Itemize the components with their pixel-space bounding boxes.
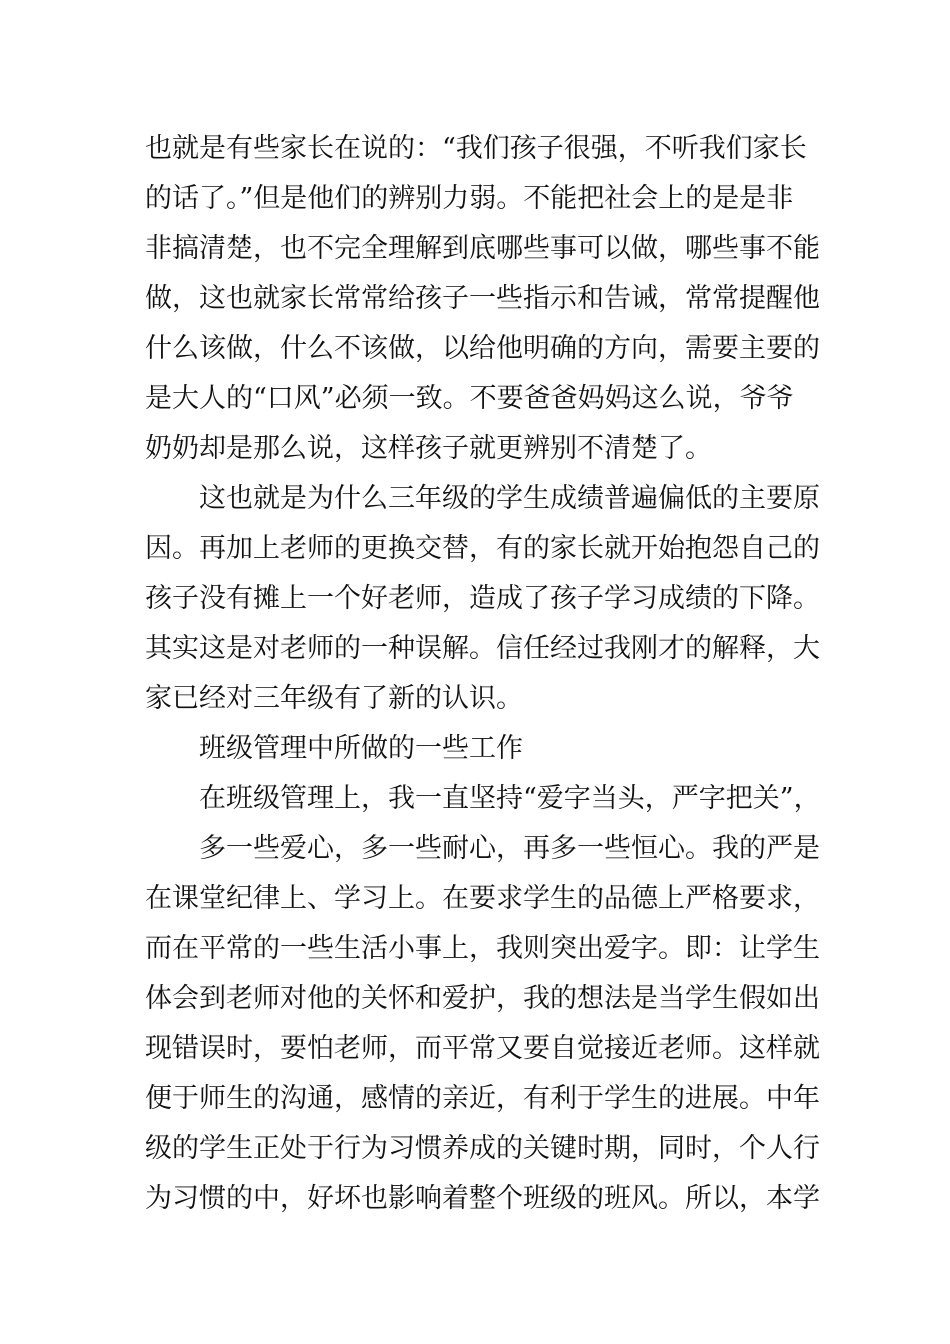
text-line: 在课堂纪律上、学习上。在要求学生的品德上严格要求，: [145, 883, 820, 914]
text-line: 家已经对三年级有了新的认识。: [145, 683, 523, 714]
text-line: 其实这是对老师的一种误解。信任经过我刚才的解释，大: [145, 633, 820, 664]
text-line: 因。再加上老师的更换交替，有的家长就开始抱怨自己的: [145, 533, 820, 564]
text-line: 便于师生的沟通，感情的亲近，有利于学生的进展。中年: [145, 1083, 820, 1114]
text-line: 什么该做，什么不该做，以给他明确的方向，需要主要的: [145, 333, 820, 364]
text-line: 孩子没有摊上一个好老师，造成了孩子学习成绩的下降。: [145, 583, 820, 614]
text-line: 级的学生正处于行为习惯养成的关键时期，同时，个人行: [145, 1133, 820, 1164]
text-line: 而在平常的一些生活小事上，我则突出爱字。即：让学生: [145, 933, 820, 964]
text-line: 奶奶却是那么说，这样孩子就更辨别不清楚了。: [145, 433, 712, 464]
text-line: 的话了。”但是他们的辨别力弱。不能把社会上的是是非: [145, 183, 794, 214]
text-line: 体会到老师对他的关怀和爱护，我的想法是当学生假如出: [145, 983, 820, 1014]
section-heading: 班级管理中所做的一些工作: [199, 733, 523, 764]
text-line: 也就是有些家长在说的：“我们孩子很强，不听我们家长: [145, 133, 807, 164]
text-line: 多一些爱心，多一些耐心，再多一些恒心。我的严是: [199, 833, 820, 864]
text-line: 在班级管理上，我一直坚持“爱字当头，严字把关”，: [199, 783, 821, 814]
text-line: 非搞清楚，也不完全理解到底哪些事可以做，哪些事不能: [145, 233, 820, 264]
text-line: 做，这也就家长常常给孩子一些指示和告诫，常常提醒他: [145, 283, 820, 314]
text-line: 现错误时，要怕老师，而平常又要自觉接近老师。这样就: [145, 1033, 820, 1064]
text-line: 是大人的“口风”必须一致。不要爸爸妈妈这么说，爷爷: [145, 383, 794, 414]
text-line: 为习惯的中，好坏也影响着整个班级的班风。所以，本学: [145, 1183, 820, 1214]
text-line: 这也就是为什么三年级的学生成绩普遍偏低的主要原: [199, 483, 820, 514]
